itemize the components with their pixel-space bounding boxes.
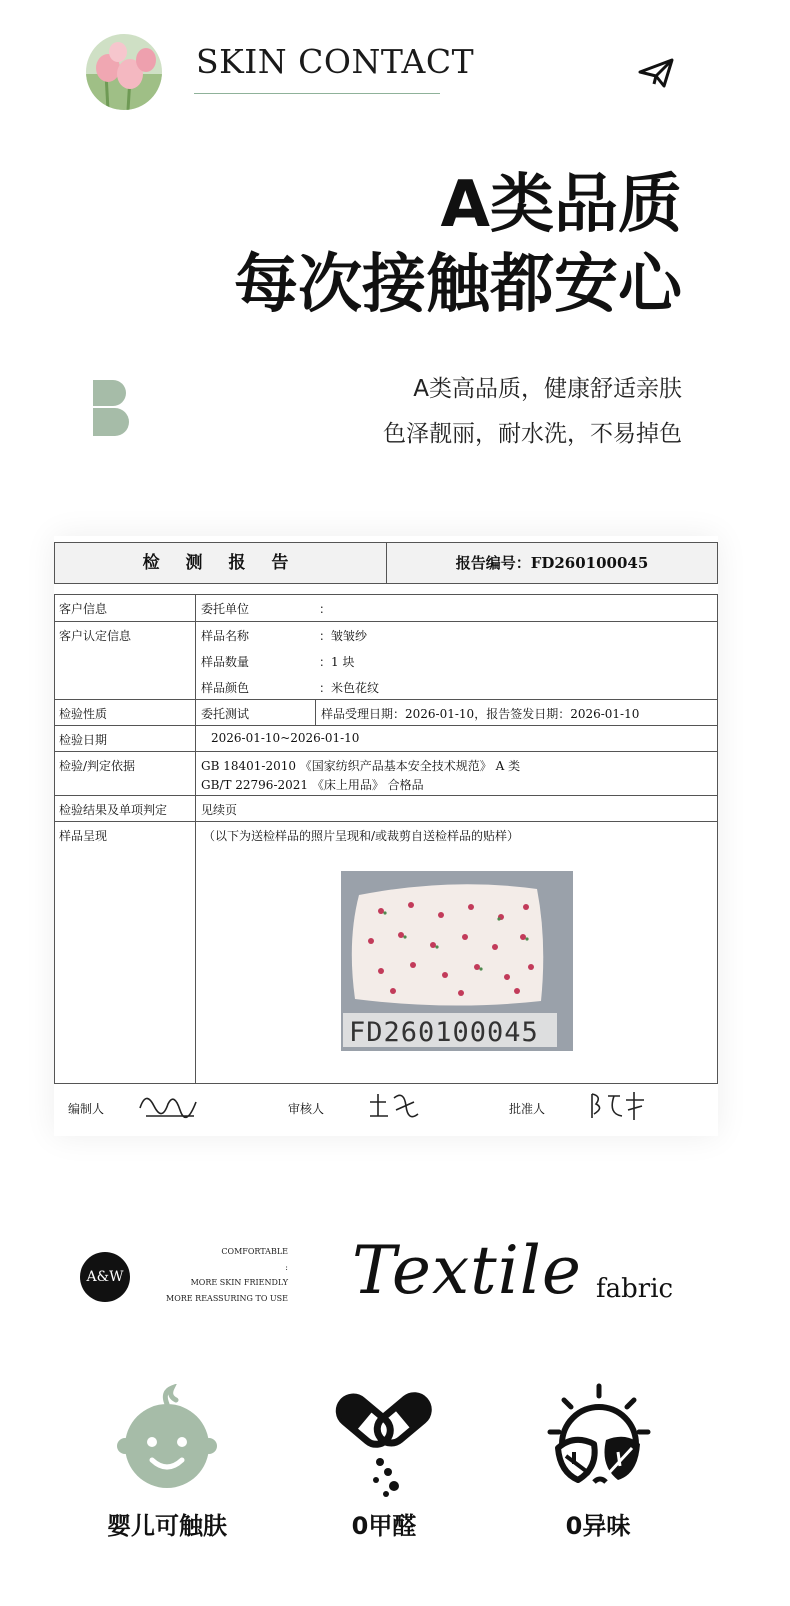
- letter-b-decoration: [93, 380, 133, 436]
- dates-value: 样品受理日期：2026-01-10，报告签发日期：2026-01-10: [321, 707, 640, 721]
- photo-tag: FD260100045: [349, 1017, 539, 1048]
- headline-line1: A类品质: [440, 168, 682, 242]
- reviewer-signature: [366, 1088, 422, 1127]
- reviewer-label: 审核人: [288, 1102, 325, 1116]
- inspect-date-value: 2026-01-10~2026-01-10: [211, 731, 360, 745]
- taglines: [150, 1244, 288, 1306]
- signature-row: [54, 1086, 718, 1132]
- baby-face-icon: [112, 1384, 222, 1494]
- brand-underline: [194, 93, 440, 94]
- report-title: 检 测 报 告: [55, 543, 387, 583]
- approver-signature: [588, 1086, 648, 1127]
- textile-wordmark: Textile: [352, 1232, 582, 1309]
- editor-signature: [136, 1086, 202, 1129]
- inspect-date-label: 检验日期: [59, 733, 108, 747]
- report-table: [54, 594, 718, 1084]
- report-number: 报告编号：FD260100045: [455, 554, 649, 572]
- sample-show-note: （以下为送检样品的照片呈现和/或裁剪自送检样品的贴样）: [203, 829, 520, 843]
- headline-line2: 每次接触都安心: [234, 248, 682, 322]
- client-unit-label: 委托单位: [201, 602, 250, 616]
- sample-color-value: ：米色花纹: [319, 681, 380, 695]
- subtitle-line2: 色泽靓丽，耐水洗，不易掉色: [383, 421, 682, 447]
- tagline-colon: :: [285, 1262, 288, 1272]
- leaf-sun-icon: [544, 1382, 654, 1492]
- sample-color-label: 样品颜色: [201, 681, 250, 695]
- brand-title: SKIN CONTACT: [196, 42, 475, 81]
- tagline-comfortable: COMFORTABLE: [221, 1247, 288, 1256]
- client-info-label: 客户信息: [59, 602, 108, 616]
- tagline-reassuring: MORE REASSURING TO USE: [166, 1293, 288, 1303]
- headline: [234, 165, 682, 325]
- client-confirm-label: 客户认定信息: [59, 629, 132, 643]
- subtitle-line1: A类高品质，健康舒适亲肤: [413, 376, 682, 402]
- approver-label: 批准人: [509, 1102, 546, 1116]
- inspect-type-value: 委托测试: [201, 707, 250, 721]
- sample-qty-value: ：1 块: [319, 655, 355, 669]
- capsule-icon: [330, 1390, 440, 1500]
- basis-label: 检验/判定依据: [59, 759, 136, 773]
- sample-qty-label: 样品数量: [201, 655, 250, 669]
- feature-label-baby: 婴儿可触肤: [107, 1512, 227, 1540]
- basis-line2: GB/T 22796-2021 《床上用品》 合格品: [201, 778, 424, 792]
- tagline-skin-friendly: MORE SKIN FRIENDLY: [190, 1278, 288, 1287]
- inspect-type-label: 检验性质: [59, 707, 108, 721]
- result-value: 见续页: [201, 803, 238, 817]
- avatar: [86, 34, 162, 110]
- sample-show-label: 样品呈现: [59, 829, 108, 843]
- editor-label: 编制人: [68, 1102, 105, 1116]
- sample-photo: [341, 871, 573, 1051]
- sample-name-label: 样品名称: [201, 629, 250, 643]
- aw-logo: A&W: [80, 1252, 130, 1302]
- result-label: 检验结果及单项判定: [59, 803, 168, 817]
- basis-line1: GB 18401-2010 《国家纺织产品基本安全技术规范》 A 类: [201, 759, 521, 773]
- fabric-wordmark: fabric: [596, 1274, 674, 1304]
- sample-name-value: ：皱皱纱: [319, 629, 368, 643]
- feature-label-formaldehyde: 0甲醛: [351, 1512, 417, 1540]
- feature-label-odor: 0异味: [565, 1512, 631, 1540]
- report-header: [54, 542, 718, 584]
- paper-plane-icon[interactable]: [636, 54, 676, 90]
- client-unit-value: ：: [319, 602, 332, 616]
